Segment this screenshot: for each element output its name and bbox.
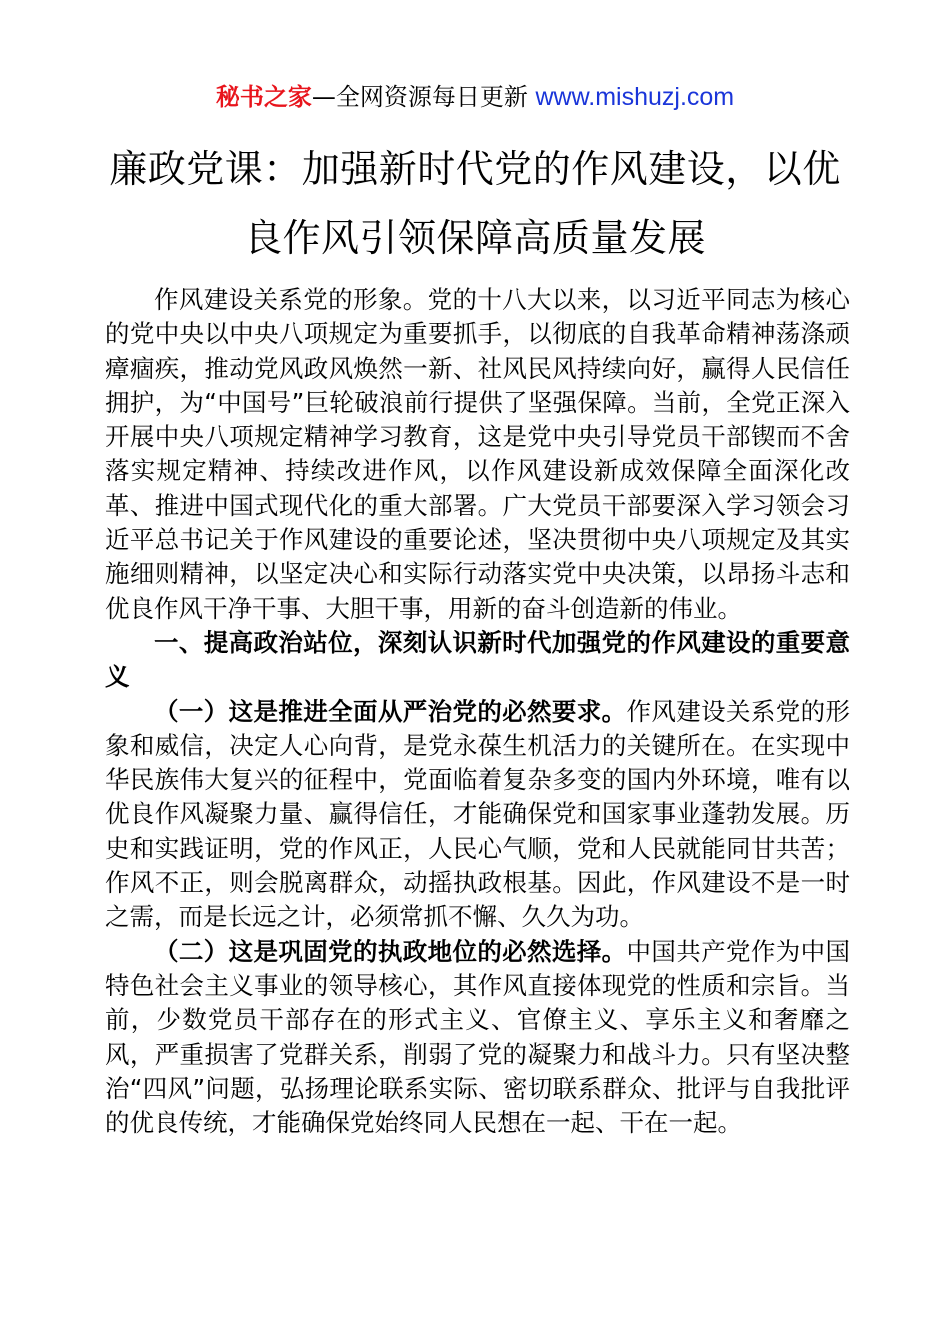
point-1-body: 作风建设关系党的形象和威信，决定人心向背，是党永葆生机活力的关键所在。在实现中华民族伟大复兴的征程中，党面临着复杂多变的国内外环境，唯有以优良作风凝聚力量、赢得信任，才能确保党和国家事业蓬勃发展。历史和实践证明，党的作风正，人民心气顺，党和人民就能同甘共苦；作风不正，则会脱离群众，动摇执政根基。因此，作风建设不是一时之需，而是长远之计，必须常抓不懈、久久为功。 <box>105 696 851 932</box>
site-name: 秘书之家 <box>215 83 312 111</box>
site-header <box>0 80 950 114</box>
site-url-link[interactable]: www.mishuzj.com <box>535 83 735 111</box>
document-title: 廉政党课：加强新时代党的作风建设，以优良作风引领保障高质量发展 <box>109 147 841 260</box>
point-paragraph-2 <box>105 935 850 1141</box>
point-paragraph-1 <box>105 695 850 935</box>
point-1-lead: （一）这是推进全面从严治党的必然要求。 <box>154 696 627 726</box>
section-heading-1: 一、提高政治站位，深刻认识新时代加强党的作风建设的重要意义 <box>105 627 850 692</box>
intro-paragraph: 作风建设关系党的形象。党的十八大以来，以习近平同志为核心的党中央以中央八项规定为重要抓手，以彻底的自我革命精神荡涤顽瘴痼疾，推动党风政风焕然一新、社风民风持续向好，赢得人民信任拥护，为“中国号”巨轮破浪前行提供了坚强保障。当前，全党正深入开展中央八项规定精神学习教育，这是党中央引导党员干部锲而不舍落实规定精神、持续改进作风，以作风建设新成效保障全面深化改革、推进中国式现代化的重大部署。广大党员干部要深入学习领会习近平总书记关于作风建设的重要论述，坚决贯彻中央八项规定及其实施细则精神，以坚定决心和实际行动落实党中央决策，以昂扬斗志和优良作风干净干事、大胆干事，用新的奋斗创造新的伟业。 <box>105 285 850 623</box>
point-2-lead: （二）这是巩固党的执政地位的必然选择。 <box>154 936 627 966</box>
site-tagline: —全网资源每日更新 <box>311 83 536 111</box>
document-body <box>105 283 850 1140</box>
point-2-body: 中国共产党作为中国特色社会主义事业的领导核心，其作风直接体现党的性质和宗旨。当前，少数党员干部存在的形式主义、官僚主义、享乐主义和奢靡之风，严重损害了党群关系，削弱了党的凝聚力和战斗力。只有坚决整治“四风”问题，弘扬理论联系实际、密切联系群众、批评与自我批评的优良传统，才能确保党始终同人民想在一起、干在一起。 <box>105 936 851 1138</box>
